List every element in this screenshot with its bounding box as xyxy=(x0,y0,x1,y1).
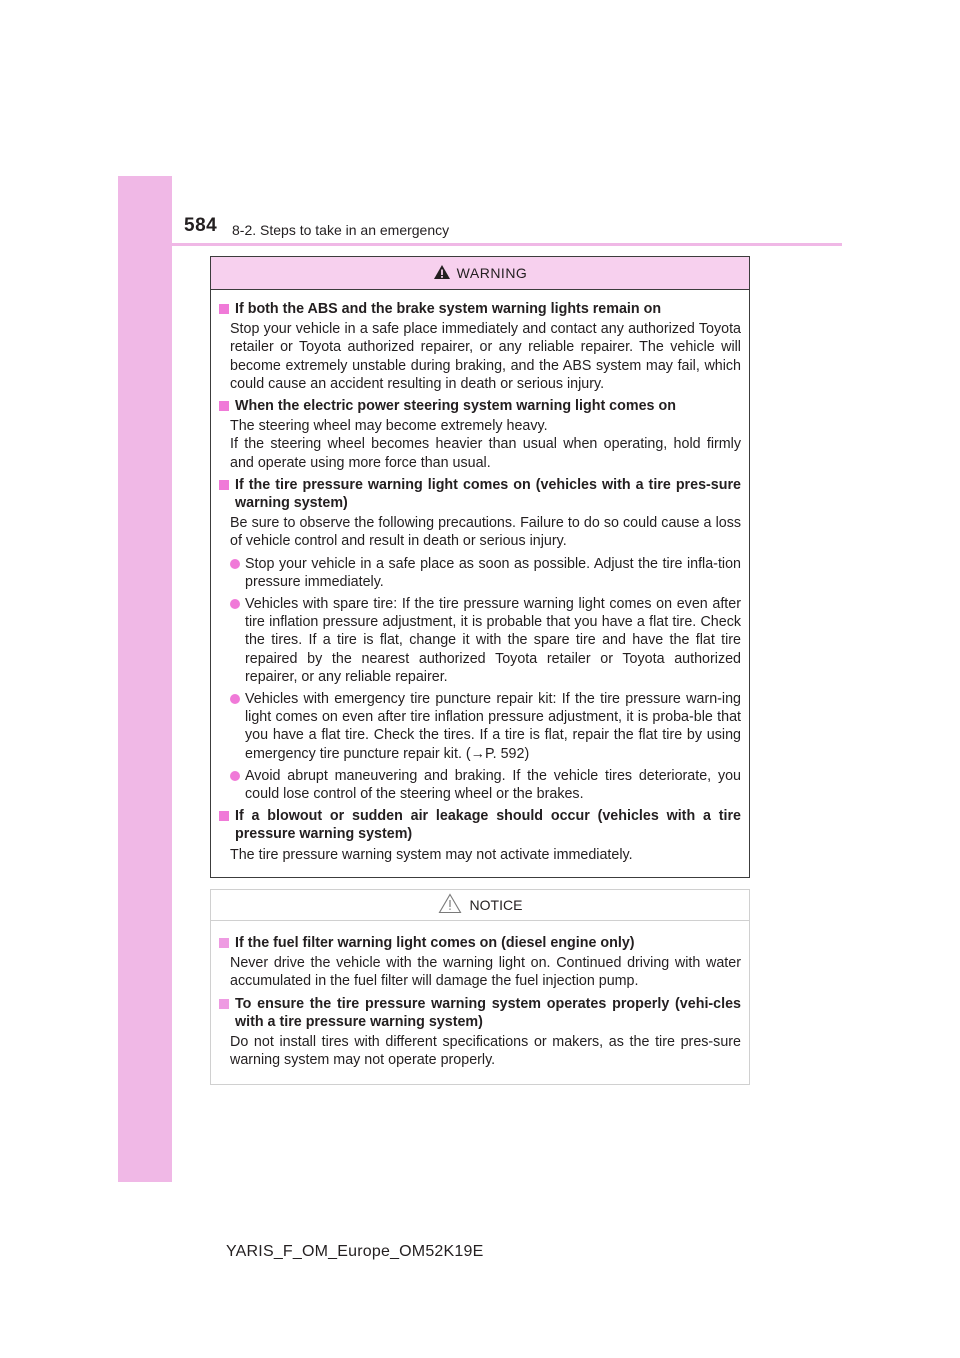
warning-heading-abs: If both the ABS and the brake system warning lights remain on xyxy=(219,300,741,318)
warning-content xyxy=(211,290,749,864)
warning-header xyxy=(211,257,749,290)
list-item: Stop your vehicle in a safe place as soon as possible. Adjust the tire infla-tion pressure immediately. xyxy=(230,555,741,591)
warning-triangle-filled-icon xyxy=(433,264,451,283)
notice-heading-tire-pressure: To ensure the tire pressure warning system operates properly (vehi-cles with a tire pressure warning system) xyxy=(219,995,741,1031)
warning-text-eps-1: The steering wheel may become extremely heavy. xyxy=(230,418,548,435)
warning-heading-tire-pressure: If the tire pressure warning light comes on (vehicles with a tire pres-sure warning system) xyxy=(219,476,741,512)
warning-triangle-outline-icon xyxy=(438,893,462,917)
warning-box xyxy=(210,256,750,878)
notice-heading-fuel-filter: If the fuel filter warning light comes on (diesel engine only) xyxy=(219,934,741,952)
notice-content xyxy=(211,921,749,1069)
list-item: Vehicles with emergency tire puncture repair kit: If the tire pressure warn-ing light comes on even after tire inflation pressure adjustment, it is proba-ble that you have a flat tire. Check the tires. If a tire is flat, repair the flat tire by using emergency tire puncture repair kit. (→P. 592) xyxy=(230,690,741,763)
warning-text-tire-pressure: Be sure to observe the following precautions. Failure to do so could cause a loss of vehicle control and result in death or serious injury. xyxy=(230,515,741,550)
warning-heading-blowout: If a blowout or sudden air leakage should occur (vehicles with a tire pressure warning system) xyxy=(219,807,741,843)
notice-text-tire-pressure: Do not install tires with different specifications or makers, as the tire pres-sure warning system may not operate properly. xyxy=(230,1034,741,1069)
document-id-footer: YARIS_F_OM_Europe_OM52K19E xyxy=(226,1243,484,1260)
round-bullet-icon xyxy=(230,599,240,609)
notice-header xyxy=(211,890,749,921)
header-rule xyxy=(172,243,842,246)
warning-text-abs: Stop your vehicle in a safe place immediately and contact any authorized Toyota retailer or Toyota authorized repairer, or any reliable repairer. The vehicle will become extremely unstable during braking, and the ABS system may fail, which could cause an accident resulting in death or serious injury. xyxy=(230,321,741,392)
warning-text-blowout: The tire pressure warning system may not activate immediately. xyxy=(230,846,633,863)
square-bullet-icon xyxy=(219,480,229,490)
page-number: 584 xyxy=(184,215,218,236)
side-tab-bar xyxy=(118,176,172,1182)
round-bullet-icon xyxy=(230,559,240,569)
notice-title: NOTICE xyxy=(469,897,523,913)
section-title: 8-2. Steps to take in an emergency xyxy=(232,222,450,238)
square-bullet-icon xyxy=(219,401,229,411)
notice-text-fuel-filter: Never drive the vehicle with the warning light on. Continued driving with water accumulated in the fuel filter will damage the fuel injection pump. xyxy=(230,955,741,990)
square-bullet-icon xyxy=(219,811,229,821)
list-item: Vehicles with spare tire: If the tire pressure warning light comes on even after tire inflation pressure adjustment, it is probable that you have a flat tire. Check the tires. If a tire is flat, change it with the spare tire and have the flat tire repaired by the nearest authorized Toyota retailer or Toyota authorized repairer, or any reliable repairer. xyxy=(230,595,741,686)
list-item: Avoid abrupt maneuvering and braking. If the vehicle tires deteriorate, you could lose control of the steering wheel or the brakes. xyxy=(230,767,741,803)
warning-heading-eps: When the electric power steering system warning light comes on xyxy=(219,397,741,415)
square-bullet-icon xyxy=(219,999,229,1009)
round-bullet-icon xyxy=(230,771,240,781)
square-bullet-icon xyxy=(219,938,229,948)
square-bullet-icon xyxy=(219,304,229,314)
warning-text-eps-2: If the steering wheel becomes heavier than usual when operating, hold firmly and operate using more force than usual. xyxy=(230,436,741,471)
round-bullet-icon xyxy=(230,694,240,704)
warning-title: WARNING xyxy=(456,265,528,281)
notice-box xyxy=(210,889,750,1085)
